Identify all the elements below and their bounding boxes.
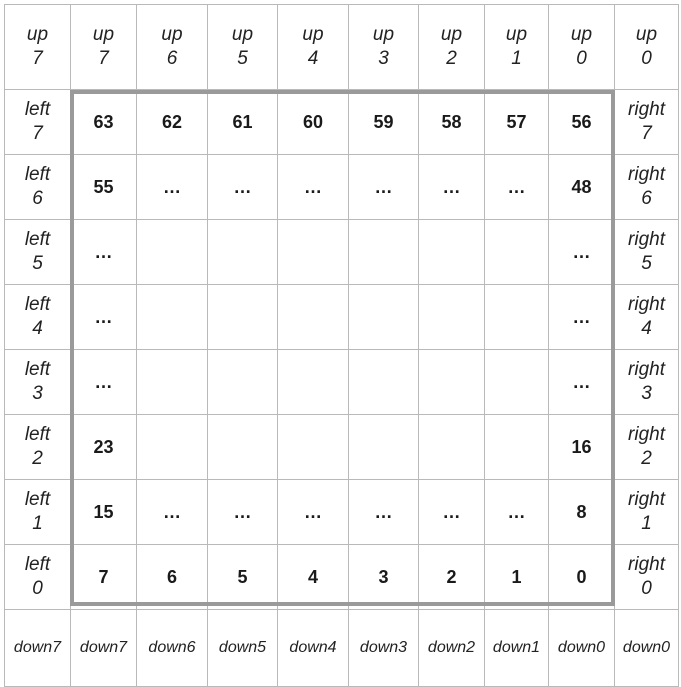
left-label-4-word: left (24, 359, 51, 380)
right-label-5-index: 2 (641, 448, 652, 469)
grid-row-5 (5, 415, 679, 480)
left-label-3 (5, 285, 71, 350)
up-label-5-index: 3 (378, 48, 389, 69)
up-label-1-index: 7 (98, 48, 109, 69)
up-label-9-index: 0 (641, 48, 652, 69)
left-label-4-index: 3 (32, 383, 43, 404)
grid-cell: … (549, 220, 615, 285)
grid-cell (208, 415, 278, 480)
up-label-4 (278, 5, 349, 90)
grid-cell (137, 220, 208, 285)
grid-cell: … (419, 155, 485, 220)
grid-cell: 58 (419, 90, 485, 155)
grid-row-0 (5, 90, 679, 155)
right-label-4-word: right (628, 359, 665, 380)
grid-cell: 7 (71, 545, 137, 610)
left-label-0 (5, 90, 71, 155)
grid-diagram (4, 4, 679, 687)
up-label-3-index: 5 (237, 48, 248, 69)
grid-cell (485, 285, 549, 350)
grid-cell: 23 (71, 415, 137, 480)
grid-cell (208, 350, 278, 415)
grid-cell: 1 (485, 545, 549, 610)
right-label-0-index: 7 (641, 123, 652, 144)
left-label-2-index: 5 (32, 253, 43, 274)
right-label-6 (615, 480, 679, 545)
left-label-0-word: left (24, 99, 51, 120)
grid-cell: … (485, 155, 549, 220)
grid-row-4 (5, 350, 679, 415)
grid-cell: … (419, 480, 485, 545)
grid-cell (485, 350, 549, 415)
right-label-2-index: 5 (641, 253, 652, 274)
up-label-5-word: up (372, 24, 395, 45)
up-label-8-index: 0 (576, 48, 587, 69)
up-label-3 (208, 5, 278, 90)
grid-cell (419, 350, 485, 415)
down-label-4: down4 (278, 610, 349, 687)
right-label-5 (615, 415, 679, 480)
grid-cell: 61 (208, 90, 278, 155)
down-label-2: down6 (137, 610, 208, 687)
grid-cell: … (71, 285, 137, 350)
up-label-4-index: 4 (307, 48, 319, 69)
grid-cell: 56 (549, 90, 615, 155)
up-label-8-word: up (570, 24, 593, 45)
grid-cell: 59 (349, 90, 419, 155)
left-label-6-word: left (24, 489, 51, 510)
left-label-1 (5, 155, 71, 220)
left-label-3-index: 4 (32, 318, 43, 339)
grid-cell (485, 220, 549, 285)
grid-cell (349, 285, 419, 350)
grid-cell (278, 415, 349, 480)
grid-cell: … (549, 350, 615, 415)
left-label-5-index: 2 (32, 448, 43, 469)
right-label-0-word: right (628, 99, 665, 120)
grid-cell: … (137, 480, 208, 545)
left-label-6-index: 1 (32, 513, 43, 534)
left-label-6 (5, 480, 71, 545)
left-label-0-index: 7 (32, 123, 43, 144)
left-label-5 (5, 415, 71, 480)
right-label-7-word: right (628, 554, 665, 575)
grid-cell: 16 (549, 415, 615, 480)
up-label-5 (349, 5, 419, 90)
right-label-1-word: right (628, 164, 665, 185)
grid-cell: … (349, 155, 419, 220)
grid-cell (208, 285, 278, 350)
grid-cell: … (71, 350, 137, 415)
grid-row-3 (5, 285, 679, 350)
grid-row-6 (5, 480, 679, 545)
left-label-5-word: left (24, 424, 51, 445)
right-label-1 (615, 155, 679, 220)
left-label-7 (5, 545, 71, 610)
grid-row-2 (5, 220, 679, 285)
grid-cell: 5 (208, 545, 278, 610)
down-label-9: down0 (615, 610, 679, 687)
right-label-5-word: right (628, 424, 665, 445)
up-label-1-word: up (92, 24, 115, 45)
right-label-6-index: 1 (641, 513, 652, 534)
left-label-2 (5, 220, 71, 285)
left-label-7-word: left (24, 554, 51, 575)
grid-cell: … (208, 480, 278, 545)
up-label-7-index: 1 (511, 48, 522, 69)
grid-cell: 48 (549, 155, 615, 220)
up-label-9-word: up (635, 24, 658, 45)
grid-cell: … (71, 220, 137, 285)
grid-cell: 60 (278, 90, 349, 155)
up-label-2-index: 6 (166, 48, 178, 69)
grid-cell: 3 (349, 545, 419, 610)
grid-cell (485, 415, 549, 480)
right-label-7 (615, 545, 679, 610)
right-label-7-index: 0 (641, 578, 652, 599)
right-label-2-word: right (628, 229, 665, 250)
right-label-6-word: right (628, 489, 665, 510)
grid-cell (137, 415, 208, 480)
up-label-0 (5, 5, 71, 90)
grid-cell: 63 (71, 90, 137, 155)
up-label-8 (549, 5, 615, 90)
up-label-6-index: 2 (446, 48, 457, 69)
grid-cell (419, 285, 485, 350)
grid-cell: … (208, 155, 278, 220)
grid-cell: 6 (137, 545, 208, 610)
up-label-3-word: up (231, 24, 254, 45)
up-label-0-word: up (26, 24, 49, 45)
right-label-4-index: 3 (641, 383, 652, 404)
right-label-0 (615, 90, 679, 155)
grid-cell: 0 (549, 545, 615, 610)
grid-cell: … (278, 155, 349, 220)
grid-cell: 57 (485, 90, 549, 155)
grid-cell (419, 220, 485, 285)
right-label-4 (615, 350, 679, 415)
up-label-0-index: 7 (32, 48, 43, 69)
up-label-9 (615, 5, 679, 90)
down-label-7: down1 (485, 610, 549, 687)
right-label-3-index: 4 (641, 318, 652, 339)
grid-cell: 15 (71, 480, 137, 545)
grid-cell (208, 220, 278, 285)
grid-cell (137, 350, 208, 415)
grid-table (4, 4, 679, 687)
right-label-3 (615, 285, 679, 350)
left-label-7-index: 0 (32, 578, 43, 599)
left-label-4 (5, 350, 71, 415)
grid-cell: 62 (137, 90, 208, 155)
grid-cell: … (349, 480, 419, 545)
up-label-1 (71, 5, 137, 90)
grid-cell: 8 (549, 480, 615, 545)
up-label-7-word: up (505, 24, 528, 45)
right-label-1-index: 6 (641, 188, 652, 209)
grid-cell: 55 (71, 155, 137, 220)
up-label-6 (419, 5, 485, 90)
up-label-6-word: up (440, 24, 463, 45)
right-label-3-word: right (628, 294, 665, 315)
footer-row-down (5, 610, 679, 687)
down-label-3: down5 (208, 610, 278, 687)
grid-cell: … (137, 155, 208, 220)
up-label-4-word: up (302, 24, 324, 45)
grid-cell (349, 415, 419, 480)
grid-row-7 (5, 545, 679, 610)
grid-cell (419, 415, 485, 480)
grid-cell: 4 (278, 545, 349, 610)
grid-cell (278, 350, 349, 415)
grid-cell (137, 285, 208, 350)
header-row-up (5, 5, 679, 90)
left-label-1-word: left (24, 164, 51, 185)
grid-row-1 (5, 155, 679, 220)
grid-cell: … (278, 480, 349, 545)
down-label-8: down0 (549, 610, 615, 687)
down-label-6: down2 (419, 610, 485, 687)
grid-cell (278, 285, 349, 350)
right-label-2 (615, 220, 679, 285)
down-label-5: down3 (349, 610, 419, 687)
left-label-2-word: left (24, 229, 51, 250)
up-label-2-word: up (161, 24, 183, 45)
up-label-7 (485, 5, 549, 90)
grid-cell (349, 220, 419, 285)
left-label-1-index: 6 (32, 188, 43, 209)
left-label-3-word: left (24, 294, 51, 315)
down-label-0: down7 (5, 610, 71, 687)
up-label-2 (137, 5, 208, 90)
down-label-1: down7 (71, 610, 137, 687)
grid-cell: … (549, 285, 615, 350)
grid-cell (349, 350, 419, 415)
grid-cell: … (485, 480, 549, 545)
grid-cell: 2 (419, 545, 485, 610)
grid-cell (278, 220, 349, 285)
